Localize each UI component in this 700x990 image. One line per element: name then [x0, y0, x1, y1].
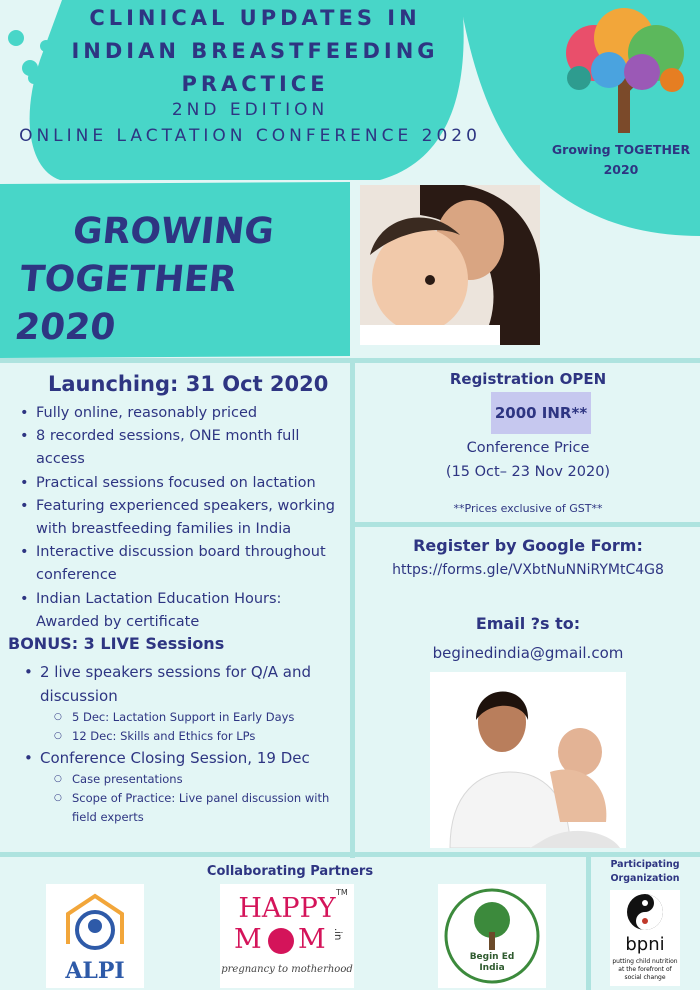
bonus-item-1: 2 live speakers sessions for Q/A and discussion — [40, 663, 312, 705]
alpi-text: ALPI — [65, 958, 125, 984]
happymom-logo — [220, 884, 354, 988]
happymom-tm: TM — [336, 888, 348, 897]
slogan-line-1: GROWING — [70, 211, 276, 252]
doctor-baby-photo — [430, 672, 626, 848]
list-item: • Indian Lactation Education Hours: Awarded by certificate — [18, 588, 348, 634]
bonus-item-2: Conference Closing Session, 19 Dec — [40, 749, 310, 767]
register-form-heading: Register by Google Form: — [413, 536, 643, 555]
happymom-line-3: M — [298, 924, 326, 955]
decor-dot — [8, 30, 24, 46]
price-label: Conference Price — [466, 440, 590, 456]
tree-logo-label — [548, 140, 694, 180]
sub-list — [54, 770, 342, 827]
launch-heading: Launching: 31 Oct 2020 — [48, 372, 329, 396]
mother-baby-illustration — [360, 185, 540, 345]
price-dates: (15 Oct– 23 Nov 2020) — [445, 464, 611, 480]
registration-heading: Registration OPEN — [449, 370, 607, 388]
begined-text — [438, 952, 546, 974]
list-item: ○ Case presentations — [54, 770, 342, 789]
happymom-in: .in — [332, 928, 343, 941]
list-item: ○ 12 Dec: Skills and Ethics for LPs — [54, 727, 342, 746]
list-item: ○ Scope of Practice: Live panel discussion with field experts — [54, 789, 342, 827]
divider — [350, 358, 355, 858]
alpi-logo — [46, 884, 144, 988]
list-item — [22, 660, 342, 746]
begined-logo — [438, 884, 546, 988]
tree-label-line-2: 2020 — [603, 162, 639, 177]
email-link[interactable]: beginedindia@gmail.com — [432, 644, 624, 662]
mother-baby-photo — [360, 185, 540, 345]
divider — [350, 522, 700, 527]
slogan — [12, 208, 347, 352]
tree-of-hands-icon — [554, 8, 694, 138]
tree-label-line-1: Growing TOGETHER — [551, 142, 691, 157]
bpni-text: bpni — [625, 934, 665, 955]
price-badge: 2000 INR** — [491, 392, 591, 434]
title-line-1: CLINICAL UPDATES IN — [89, 6, 421, 30]
title-line-3: PRACTICE — [181, 72, 329, 96]
feature-list — [18, 402, 348, 634]
begined-line-2: India — [479, 963, 505, 973]
slogan-line-2: TOGETHER 2020 — [12, 259, 239, 348]
divider — [0, 852, 700, 857]
bpni-tagline: putting child nutrition at the forefront of social change — [612, 958, 678, 981]
gst-note: **Prices exclusive of GST** — [453, 502, 603, 515]
conference-label: ONLINE LACTATION CONFERENCE 2020 — [19, 126, 481, 146]
bpni-logo — [610, 890, 680, 986]
participating-heading — [598, 858, 692, 886]
divider — [586, 852, 591, 990]
bonus-heading: BONUS: 3 LIVE Sessions — [8, 634, 225, 653]
title-line-2: INDIAN BREASTFEEDING — [71, 39, 439, 63]
sub-list — [54, 708, 342, 746]
happymom-line-1: HAPPY — [238, 893, 336, 924]
bpni-yin-yang-icon — [610, 890, 680, 934]
decor-dot — [28, 72, 40, 84]
list-item: • 8 recorded sessions, ONE month full access — [18, 425, 348, 471]
edition-label: 2ND EDITION — [171, 100, 329, 120]
bonus-list — [22, 660, 342, 827]
begined-line-1: Begin Ed — [469, 952, 515, 962]
list-item: • Practical sessions focused on lactation — [18, 472, 348, 495]
conference-title — [40, 2, 470, 101]
register-form-link[interactable]: https://forms.gle/VXbtNuNNiRYMtC4G8 — [392, 562, 664, 578]
doctor-baby-illustration — [430, 672, 626, 848]
happymom-tagline: pregnancy to motherhood — [221, 964, 353, 975]
happymom-line-2: M — [234, 924, 262, 955]
participating-line-1: Participating — [610, 859, 680, 870]
happymom-heart-icon — [268, 928, 294, 954]
list-item: • Featuring experienced speakers, working with breastfeeding families in India — [18, 495, 348, 541]
participating-line-2: Organization — [610, 873, 680, 884]
list-item: • Interactive discussion board throughout conference — [18, 541, 348, 587]
list-item — [22, 746, 342, 827]
email-heading: Email ?s to: — [475, 614, 581, 633]
list-item: ○ 5 Dec: Lactation Support in Early Days — [54, 708, 342, 727]
partners-heading: Collaborating Partners — [206, 864, 374, 879]
list-item: • Fully online, reasonably priced — [18, 402, 348, 425]
